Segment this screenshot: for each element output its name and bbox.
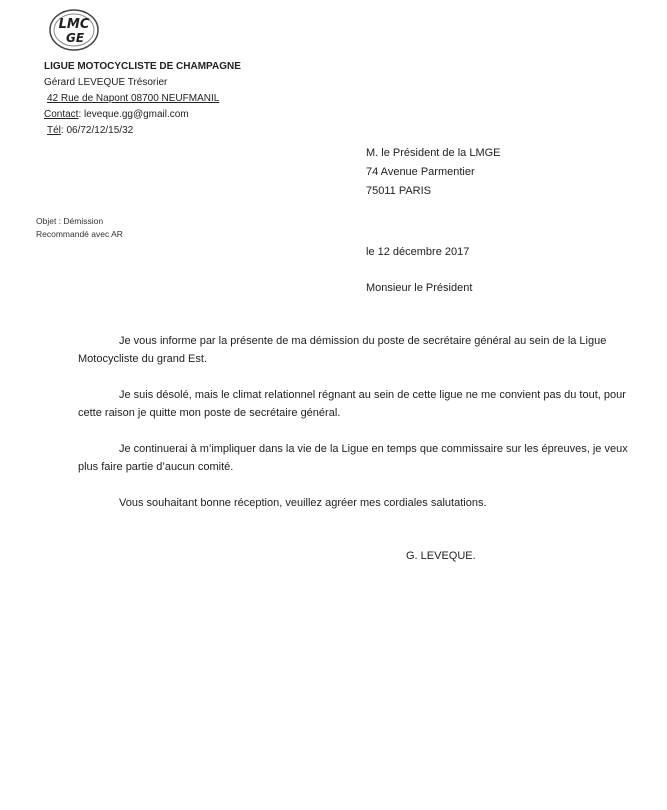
contact-email[interactable]: : leveque.gg@gmail.com bbox=[78, 109, 189, 120]
paragraph: Vous souhaitant bonne réception, veuillez agréer mes cordiales salutations. bbox=[119, 497, 487, 509]
tel-number: : 06/72/12/15/32 bbox=[60, 125, 134, 136]
recipient-line-3: 75011 PARIS bbox=[366, 185, 432, 197]
sender-block bbox=[44, 59, 241, 139]
letter-body bbox=[78, 332, 636, 530]
sender-address: 42 Rue de Napont 08700 NEUFMANIL bbox=[47, 93, 220, 104]
contact-label: Contact bbox=[44, 109, 79, 120]
logo-graphic bbox=[48, 8, 100, 52]
tel-label: Tél bbox=[47, 125, 61, 136]
sender-name-role: Gérard LEVEQUE Trésorier bbox=[44, 77, 168, 88]
paragraph: Je vous informe par la présente de ma démission du poste de secrétaire général au sein de la Ligue Motocycliste du grand Est. bbox=[78, 335, 607, 365]
recipient-block bbox=[366, 144, 501, 201]
recipient-line-2: 74 Avenue Parmentier bbox=[366, 166, 475, 178]
logo-bottom-text: GE bbox=[65, 31, 85, 45]
lmcge-logo bbox=[48, 8, 100, 52]
object-block bbox=[36, 215, 123, 241]
sender-organization: LIGUE MOTOCYCLISTE DE CHAMPAGNE bbox=[44, 61, 241, 72]
object-line: Objet : Démission bbox=[36, 216, 104, 226]
signature: G. LEVEQUE. bbox=[406, 550, 476, 562]
logo-top-text: LMC bbox=[58, 17, 90, 32]
registered-line: Recommandé avec AR bbox=[36, 229, 123, 239]
sender-tel-line bbox=[44, 123, 241, 139]
paragraph: Je continuerai à m’impliquer dans la vie de la Ligue en temps que commissaire sur les épreuves, je veux plus faire partie d’aucun comité. bbox=[78, 443, 628, 473]
sender-contact-line bbox=[44, 107, 241, 123]
salutation: Monsieur le Président bbox=[366, 282, 473, 294]
paragraph: Je suis désolé, mais le climat relationnel régnant au sein de cette ligue ne me convient pas du tout, pour cette raison je quitte mon poste de secrétaire général. bbox=[78, 389, 626, 419]
recipient-line-1: M. le Président de la LMGE bbox=[366, 147, 501, 159]
letter-date: le 12 décembre 2017 bbox=[366, 246, 470, 258]
